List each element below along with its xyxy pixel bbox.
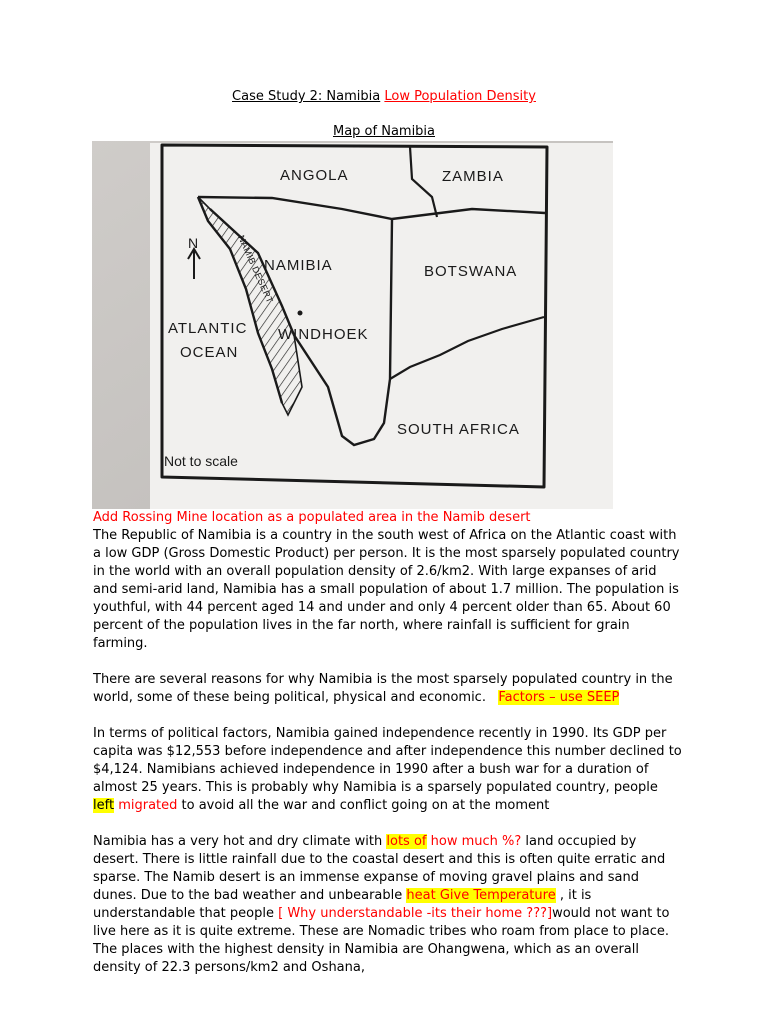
highlight-lots-of: lots of <box>386 834 427 849</box>
paragraph-political <box>93 725 683 815</box>
highlight-left: left <box>93 798 115 813</box>
document-title <box>0 89 768 104</box>
paragraph-physical <box>93 833 683 977</box>
label-ocean: OCEAN <box>180 344 239 361</box>
label-north: N <box>188 235 199 251</box>
document-body <box>93 509 683 977</box>
label-windhoek: WINDHOEK <box>278 326 369 343</box>
label-south-africa: SOUTH AFRICA <box>397 421 520 438</box>
paragraph-reasons <box>93 671 683 707</box>
label-namib-desert: NAMIB DESERT <box>236 233 276 305</box>
comment-how-much: how much %? <box>430 834 522 849</box>
political-text: In terms of political factors, Namibia gained independence recently in 1990. Its GDP per capita was $12,553 before independence and after independence this number declined to $4,124. Namibians achieved independence in 1990 after a bush war for a duration of almost 25 years. This is probably why Namibia is a sparsely populated country, people <box>93 726 682 795</box>
physical-text-2: land occupied by desert. There is little rainfall due to the coastal desert and this is often quite erratic and sparse. The Namib desert is an immense expanse of moving gravel plains and sand dunes. Due to the bad weather and unbearable <box>93 834 666 903</box>
label-angola: ANGOLA <box>280 167 349 184</box>
paragraph-intro: The Republic of Namibia is a country in the south west of Africa on the Atlantic coast with a low GDP (Gross Domestic Product) per person. It is the most sparsely populated country in the world with an overall population density of 2.6/km2. With large expanses of arid and semi-arid land, Namibia has a small population of about 1.7 million. The population is youthful, with 44 percent aged 14 and under and only 4 percent older than 65. About 60 percent of the population lives in the far north, where rainfall is sufficient for grain farming. <box>93 528 680 651</box>
windhoek-dot <box>298 311 303 316</box>
comment-why-understandable: [ Why understandable -its their home ???] <box>278 906 553 921</box>
reasons-text: There are several reasons for why Namibia is the most sparsely populated country in the world, some of these being political, physical and economic. <box>93 672 673 705</box>
correction-migrated: migrated <box>118 798 178 813</box>
title-main: Case Study 2: Namibia <box>232 89 381 104</box>
highlight-heat-temperature: heat Give Temperature <box>406 888 556 903</box>
label-namibia: NAMIBIA <box>264 257 333 274</box>
label-atlantic: ATLANTIC <box>168 320 248 337</box>
label-scale-note: Not to scale <box>164 453 238 469</box>
seep-factors-highlight: Factors – use SEEP <box>498 690 620 705</box>
label-botswana: BOTSWANA <box>424 263 518 280</box>
physical-text-1: Namibia has a very hot and dry climate with <box>93 834 383 849</box>
map-subtitle: Map of Namibia <box>332 124 436 139</box>
revision-note: Add Rossing Mine location as a populated area in the Namib desert <box>93 510 531 525</box>
physical-text-4: would not want to live here as it is quite extreme. These are Nomadic tribes who roam from place to place. The places with the highest density in Namibia are Ohangwena, which as an overall density of 22.3 persons/km2 and Oshana, <box>93 906 670 975</box>
political-text-end: to avoid all the war and conflict going on at the moment <box>181 798 550 813</box>
label-zambia: ZAMBIA <box>442 168 504 185</box>
map-of-namibia-image <box>92 141 613 509</box>
title-highlight: Low Population Density <box>384 89 536 104</box>
physical-text-3: , it is understandable that people <box>93 888 592 921</box>
